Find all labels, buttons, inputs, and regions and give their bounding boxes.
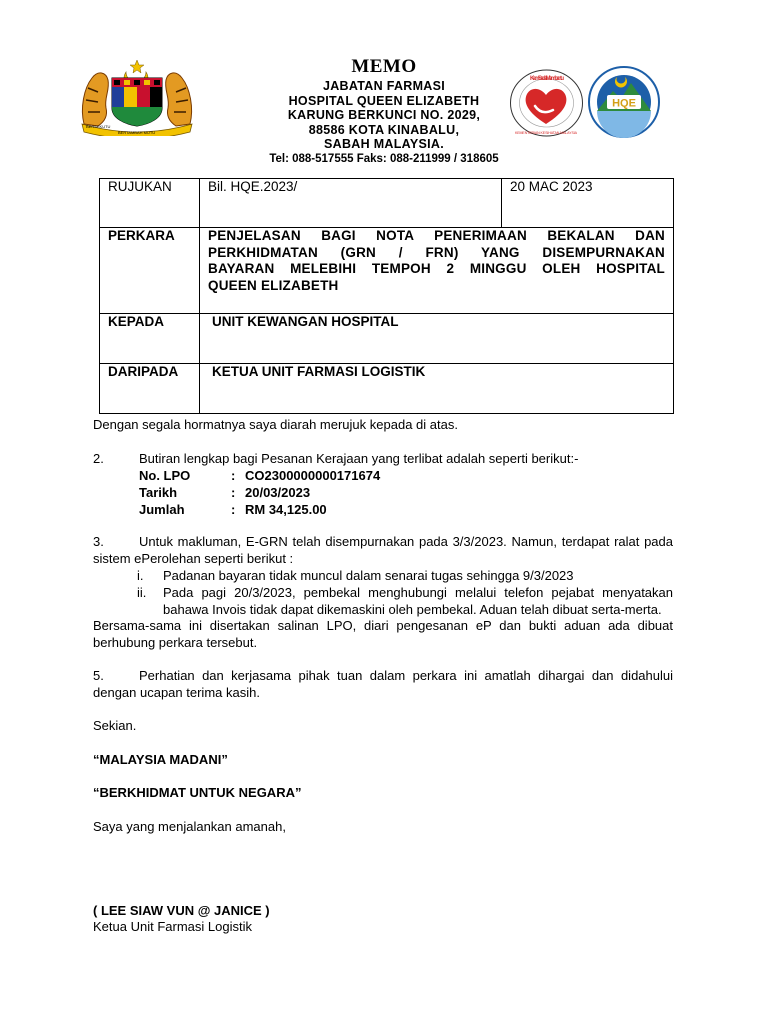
lpo-date-row bbox=[139, 484, 310, 501]
address-line-1: KARUNG BERKUNCI NO. 2029, bbox=[287, 108, 481, 122]
paragraph-5-text: Perhatian dan kerjasama pihak tuan dalam perkara ini amatlah dihargai dan didahului dengan ucapan terima kasih. bbox=[93, 668, 673, 700]
perkara-value bbox=[200, 228, 674, 314]
daripada-label: DARIPADA bbox=[100, 364, 200, 414]
greeting: Dengan segala hormatnya saya diarah merujuk kepada di atas. bbox=[93, 417, 458, 432]
perkara-line-2: PERKHIDMATAN (GRN / FRN) YANG DISEMPURNAKAN bbox=[208, 244, 665, 260]
lpo-amount-key: Jumlah bbox=[139, 502, 185, 517]
paragraph-2-text: Butiran lengkap bagi Pesanan Kerajaan yang terlibat adalah seperti berikut:- bbox=[139, 451, 579, 466]
hqe-logo-icon bbox=[587, 65, 661, 139]
list-item-numeral: i. bbox=[137, 568, 144, 583]
department-name: JABATAN FARMASI bbox=[322, 79, 446, 93]
logo-a-ring-text: KEMENTERIAN KESIHATAN MALAYSIA bbox=[515, 131, 577, 135]
crest-banner-text: BERSEKUTU bbox=[86, 124, 111, 129]
signatory-name: ( LEE SIAW VUN @ JANICE ) bbox=[93, 903, 270, 918]
lpo-number-colon: : bbox=[231, 468, 236, 483]
paragraph-3-text: Untuk makluman, E-GRN telah disempurnakan pada 3/3/2023. Namun, terdapat ralat pada sistem ePerolehan seperti berikut : bbox=[93, 534, 673, 566]
paragraph-2-number: 2. bbox=[93, 451, 104, 466]
perkara-line-1: PENJELASAN BAGI NOTA PENERIMAAN BEKALAN DAN bbox=[208, 228, 665, 243]
memo-date: 20 MAC 2023 bbox=[502, 179, 674, 228]
lpo-date-value: 20/03/2023 bbox=[245, 485, 311, 500]
kkm-heart-logo-icon bbox=[509, 68, 584, 138]
paragraph-3-number: 3. bbox=[93, 534, 104, 549]
hospital-name: HOSPITAL QUEEN ELIZABETH bbox=[288, 93, 480, 108]
address-line-3: SABAH MALAYSIA. bbox=[323, 137, 445, 151]
hqe-logo-text: HQE bbox=[612, 97, 636, 110]
lpo-date-key: Tarikh bbox=[139, 485, 178, 500]
paragraph-5-number: 5. bbox=[93, 668, 104, 683]
slogan-malaysia-madani: “MALAYSIA MADANI” bbox=[93, 752, 228, 767]
memo-info-table bbox=[99, 178, 674, 414]
perkara-line-4: QUEEN ELIZABETH bbox=[208, 277, 339, 293]
daripada-value: KETUA UNIT FARMASI LOGISTIK bbox=[200, 364, 674, 414]
paragraph-2 bbox=[93, 450, 673, 467]
paragraph-4: Bersama-sama ini disertakan salinan LPO, diari pengesanan eP dan bukti aduan ada dibuat berhubung perkara tersebut. bbox=[93, 618, 673, 650]
address-line-2: 88586 KOTA KINABALU, bbox=[308, 122, 460, 137]
signatory-title: Ketua Unit Farmasi Logistik bbox=[93, 919, 252, 934]
rujukan-label: RUJUKAN bbox=[100, 179, 200, 228]
contact-line: Tel: 088-517555 Faks: 088-211999 / 318605 bbox=[269, 152, 499, 165]
rujukan-row bbox=[100, 179, 674, 228]
lpo-number-row bbox=[139, 467, 380, 484]
lpo-amount-colon: : bbox=[231, 502, 236, 517]
trust-line: Saya yang menjalankan amanah, bbox=[93, 819, 286, 834]
list-item-text: Pada pagi 20/3/2023, pembekal menghubungi melalui telefon pejabat menyatakan bahawa Invois tidak dapat dikemaskini oleh pembekal. Aduan telah dibuat serta-merta. bbox=[163, 585, 673, 617]
kepada-label: KEPADA bbox=[100, 314, 200, 364]
kepada-value: UNIT KEWANGAN HOSPITAL bbox=[200, 314, 674, 364]
lpo-date-colon: : bbox=[231, 485, 236, 500]
perkara-line-3: BAYARAN MELEBIHI TEMPOH 2 MINGGU OLEH HOSPITAL bbox=[208, 261, 665, 276]
slogan-berkhidmat: “BERKHIDMAT UNTUK NEGARA” bbox=[93, 785, 302, 800]
paragraph-3 bbox=[93, 533, 673, 567]
list-item bbox=[137, 584, 673, 618]
crest-motto-text: BERTAMBAH MUTU bbox=[118, 130, 156, 135]
logo-a-text: Kami Sedia Membantu bbox=[530, 76, 564, 82]
perkara-row bbox=[100, 228, 674, 314]
list-item-text: Padanan bayaran tidak muncul dalam senarai tugas sehingga 9/3/2023 bbox=[163, 568, 574, 583]
lpo-amount-value: RM 34,125.00 bbox=[245, 502, 327, 517]
lpo-number-key: No. LPO bbox=[139, 468, 191, 483]
paragraph-5 bbox=[93, 667, 673, 701]
list-item-numeral: ii. bbox=[137, 585, 147, 600]
perkara-label: PERKARA bbox=[100, 228, 200, 314]
daripada-row bbox=[100, 364, 674, 414]
lpo-number-value: CO2300000000171674 bbox=[245, 468, 381, 483]
list-item bbox=[137, 567, 673, 584]
kepada-row bbox=[100, 314, 674, 364]
memo-title: MEMO bbox=[351, 56, 417, 77]
rujukan-value: Bil. HQE.2023/ bbox=[200, 179, 502, 228]
closing: Sekian. bbox=[93, 718, 137, 733]
lpo-amount-row bbox=[139, 501, 327, 518]
